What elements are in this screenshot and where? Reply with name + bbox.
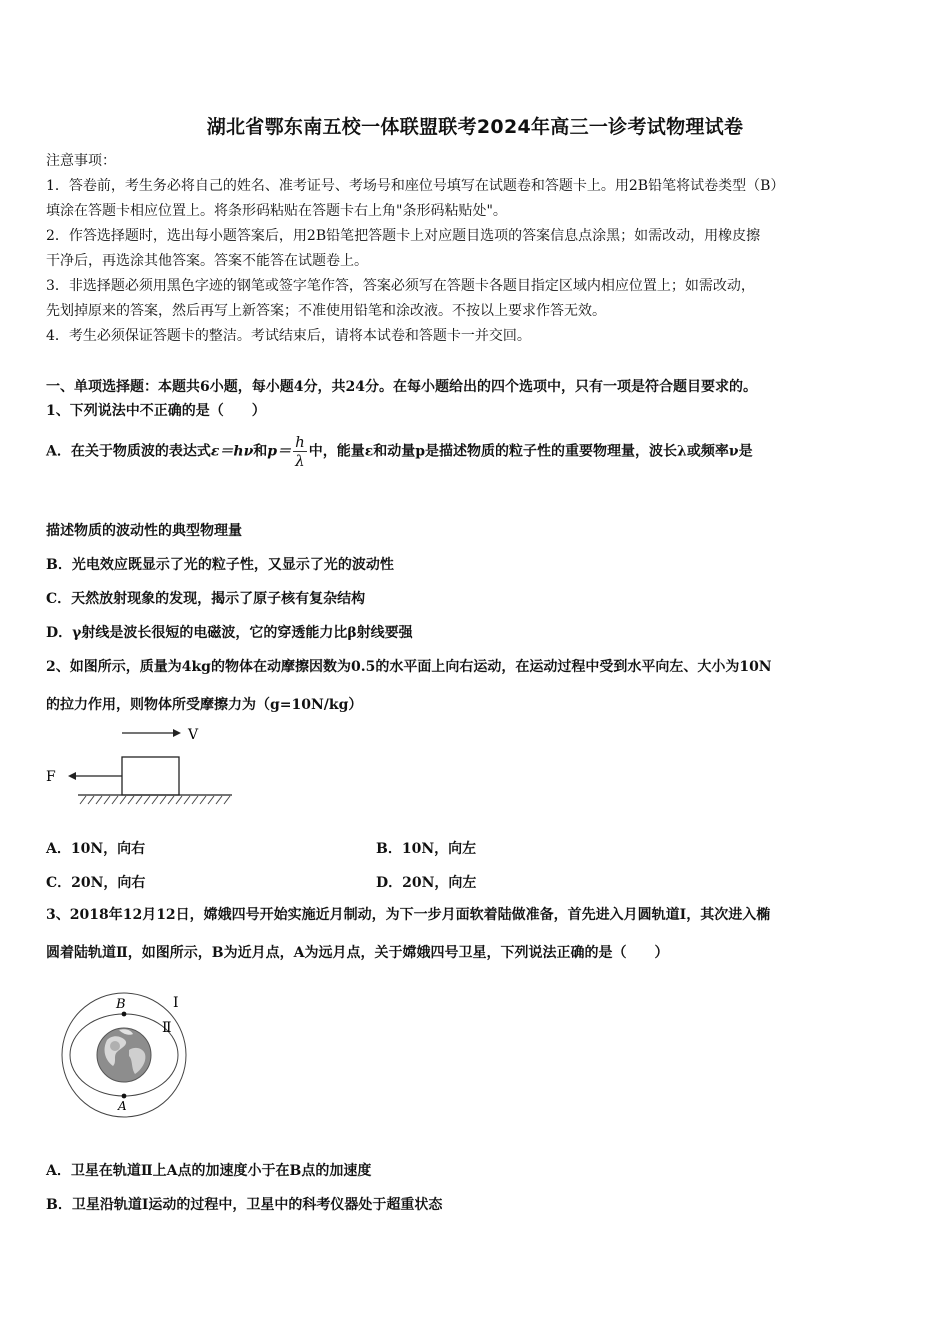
velocity-label: V bbox=[188, 727, 199, 743]
moon-globe-icon bbox=[97, 1028, 151, 1082]
q1-a-post: 中，能量ε和动量p是描述物质的粒子性的重要物理量，波长λ或频率ν是 bbox=[308, 443, 753, 460]
q2-option-b: B．10N，向左 bbox=[376, 841, 477, 857]
section-heading: 一、单项选择题：本题共6小题，每小题4分，共24分。在每小题给出的四个选项中，只有一项是符合题目要求的。 bbox=[46, 379, 757, 395]
q2-option-d: D．20N，向左 bbox=[376, 875, 477, 891]
velocity-arrow bbox=[122, 729, 181, 737]
q1-a-pre: A．在关于物质波的表达式 bbox=[46, 443, 211, 460]
ground-surface bbox=[78, 795, 232, 804]
q1-option-c: C．天然放射现象的发现，揭示了原子核有复杂结构 bbox=[46, 591, 366, 607]
q1-option-a-cont: 描述物质的波动性的典型物理量 bbox=[46, 523, 242, 539]
fraction-denominator: λ bbox=[295, 452, 305, 470]
notice-line: 3．非选择题必须用黑色字迹的钢笔或签字笔作答，答案必须写在答题卡各题目指定区域内相应位置上；如需改动， bbox=[46, 278, 755, 294]
q1-a-and: 和 bbox=[253, 443, 268, 460]
point-a-label: A bbox=[118, 1099, 127, 1113]
q3-stem-cont: 圆着陆轨道Ⅱ，如图所示，B为近月点，A为远月点，关于嫦娥四号卫星，下列说法正确的是（ ） bbox=[46, 945, 669, 961]
q3-option-b: B．卫星沿轨道Ⅰ运动的过程中，卫星中的科考仪器处于超重状态 bbox=[46, 1197, 443, 1213]
notice-line: 干净后，再选涂其他答案。答案不能答在试题卷上。 bbox=[46, 253, 368, 269]
q1-option-a bbox=[46, 433, 753, 470]
q1-option-b: B．光电效应既显示了光的粒子性，又显示了光的波动性 bbox=[46, 557, 394, 573]
block bbox=[122, 757, 179, 795]
q2-option-c: C．20N，向右 bbox=[46, 875, 146, 891]
notice-line: 4．考生必须保证答题卡的整洁。考试结束后，请将本试卷和答题卡一并交回。 bbox=[46, 328, 531, 344]
q1-a-eq2: p＝ bbox=[267, 443, 292, 460]
orbit-2-label: Ⅱ bbox=[162, 1020, 172, 1036]
point-b-label: B bbox=[116, 997, 126, 1012]
fraction-numerator: h bbox=[295, 433, 305, 451]
notice-line: 1．答卷前，考生务必将自己的姓名、准考证号、考场号和座位号填写在试题卷和答题卡上。用2B铅笔将试卷类型（B） bbox=[46, 178, 785, 194]
q2-stem-cont: 的拉力作用，则物体所受摩擦力为（g=10N/kg） bbox=[46, 697, 363, 713]
q3-stem: 3、2018年12月12日，嫦娥四号开始实施近月制动，为下一步月面软着陆做准备，首先进入月圆轨道Ⅰ，其次进入椭 bbox=[46, 907, 771, 923]
notice-heading: 注意事项： bbox=[46, 153, 116, 169]
point-b-marker bbox=[122, 1012, 127, 1017]
q3-option-a: A．卫星在轨道Ⅱ上A点的加速度小于在B点的加速度 bbox=[46, 1163, 372, 1179]
q1-a-eq1: ε＝hν bbox=[210, 443, 254, 460]
q2-figure-block-on-surface bbox=[40, 720, 250, 815]
q2-option-a: A．10N，向右 bbox=[46, 841, 146, 857]
force-label: F bbox=[46, 769, 56, 785]
notice-line: 填涂在答题卡相应位置上。将条形码粘贴在答题卡右上角"条形码粘贴处"。 bbox=[46, 203, 507, 219]
notice-line: 2．作答选择题时，选出每小题答案后，用2B铅笔把答题卡上对应题目选项的答案信息点涂黑；如需改动，用橡皮擦 bbox=[46, 228, 761, 244]
q2-stem: 2、如图所示，质量为4kg的物体在动摩擦因数为0.5的水平面上向右运动，在运动过程中受到水平向左、大小为10N bbox=[46, 659, 772, 675]
fraction-h-over-lambda bbox=[293, 433, 307, 470]
page-title: 湖北省鄂东南五校一体联盟联考2024年高三一诊考试物理试卷 bbox=[206, 116, 744, 138]
force-arrow bbox=[68, 772, 122, 780]
q1-stem: 1、下列说法中不正确的是（ ） bbox=[46, 403, 266, 419]
point-a-marker bbox=[122, 1094, 127, 1099]
orbit-1-label: Ⅰ bbox=[173, 995, 179, 1011]
q3-figure-moon-orbits bbox=[55, 990, 205, 1120]
q1-option-d: D．γ射线是波长很短的电磁波，它的穿透能力比β射线要强 bbox=[46, 625, 413, 641]
notice-line: 先划掉原来的答案，然后再写上新答案；不准使用铅笔和涂改液。不按以上要求作答无效。 bbox=[46, 303, 606, 319]
